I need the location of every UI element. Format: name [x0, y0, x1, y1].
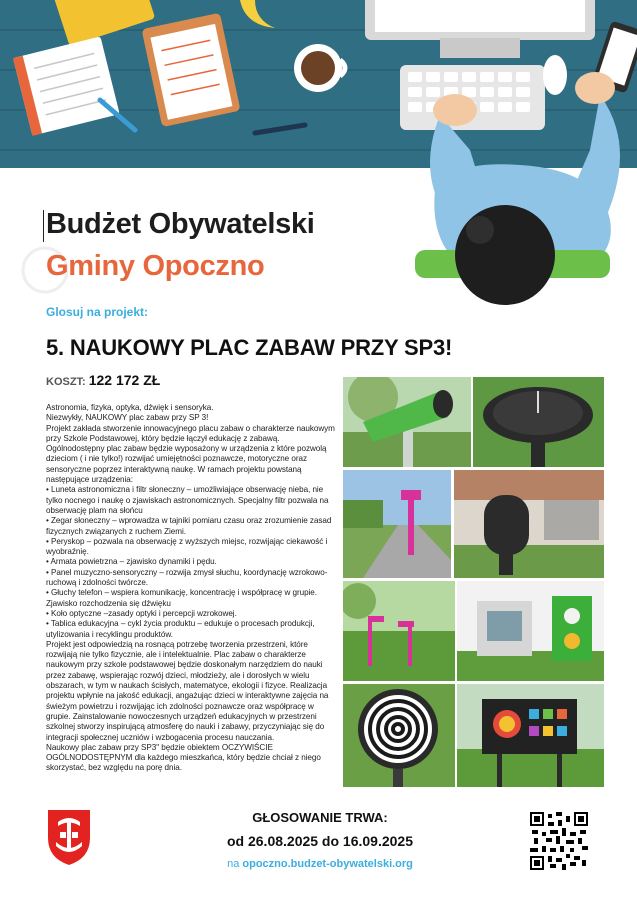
cost-value: 122 172 ZŁ — [88, 372, 161, 388]
photo-grid — [343, 377, 604, 787]
cost — [46, 372, 160, 388]
desc-paragraph: • Luneta astronomiczna i filtr słoneczny – umożliwiające obserwację nieba, nie tylko nocnego i naukę o zjawiskach astronomicznych. Specjalny filtr pozwala na obserwację plam na słońcu — [46, 485, 329, 515]
title-line2: Gminy Opoczno — [46, 250, 265, 282]
project-title: 5. NAUKOWY PLAC ZABAW PRZY SP3! — [46, 335, 453, 360]
cost-label: KOSZT: — [46, 376, 86, 388]
desc-paragraph: • Armata powietrzna – zjawisko dynamiki i pędu. — [46, 557, 217, 567]
desc-paragraph: Projekt zakłada stworzenie innowacyjnego placu zabaw o charakterze naukowym przy Szkole Podstawowej, który będzie łączył edukację z zabawą. Ogólnodostępny plac zabaw będzie wyposażony w urządzenia z które pozwolą dzieciom ( i nie tylko!) rozwijać umiejętności poznawcze, motoryczne oraz sensoryczne poprzez interaktywną naukę. W ramach projektu powstaną następujące urządzenia: — [46, 423, 335, 485]
desc-paragraph: • Głuchy telefon – wspiera komunikację, koncentrację i współpracę w grupie. Zjawisko rozchodzenia się dźwięku — [46, 588, 317, 608]
website-link[interactable]: opoczno.budzet-obywatelski.org — [242, 858, 413, 870]
desk-illustration — [0, 0, 637, 168]
voting-period-label: GŁOSOWANIE TRWA: — [252, 810, 388, 825]
voting-dates: od 26.08.2025 do 16.09.2025 — [226, 833, 413, 849]
header-illustration — [0, 0, 637, 168]
website-prefix: na — [227, 858, 240, 870]
desc-paragraph: Astronomia, fizyka, optyka, dźwięk i sensoryka. — [46, 403, 214, 412]
desc-paragraph: • Koło optyczne –zasady optyki i percepcji wzrokowej. — [46, 608, 237, 618]
photo-periscope — [343, 470, 451, 578]
photo-telescope — [343, 377, 471, 467]
vote-label: Glosuj na projekt: — [46, 305, 149, 319]
desc-paragraph: Naukowy plac zabaw przy SP3" będzie obiektem OCZYWIŚCIE OGÓLNODOSTĘPNYM dla każdego mieszkańca, który będzie chciał z niego skorzystać, bez względu na porę dnia. — [46, 742, 321, 773]
keyboard-icon — [400, 65, 545, 130]
project-description — [46, 403, 336, 774]
desc-paragraph: • Tablica edukacyjna – cykl życia produktu – edukuje o procesach produkcji, utylizowania i recyklingu produktów. — [46, 619, 315, 639]
photo-sensory-panel — [343, 581, 455, 681]
title-line1: Budżet Obywatelski — [46, 208, 315, 240]
desc-paragraph: • Zegar słoneczny – wprowadza w tajniki pomiaru czasu oraz zrozumienie zasad fizycznych związanych z ruchem Ziemi. — [46, 516, 332, 536]
mouse-icon — [543, 55, 567, 95]
website-line — [205, 858, 435, 870]
photo-sundial — [473, 377, 604, 467]
photo-education-board — [457, 684, 604, 787]
desc-paragraph: • Peryskop – pozwala na obserwację z wyższych miejsc, rozwijając ciekawość i wyobraźnię. — [46, 536, 328, 557]
opoczno-crest-icon — [46, 808, 92, 866]
photo-optical-wheel — [343, 684, 455, 787]
desc-paragraph: Projekt jest odpowiedzią na rosnącą potrzebę tworzenia przestrzeni, które rozwijają nie tylko fizycznie, ale i intelektualnie. Plac zabaw o charakterze naukowym przy szkole podstawowej będzie doskonałym narzędziem do nauki przez zabawę, wspierając rozwój dzieci, młodzieży, ale i dorosłych w wielu obszarach, w tym w naukach ścisłych, matematyce, ekologii i fizyce. Realizacja projektu wpłynie na jakość edukacji, angażując dzieci w interaktywne zajęcia na świeżym powietrzu i rozwijając ich zdolności poznawcze oraz współpracę w grupie. Zainstalowanie nowoczesnych urządzeń edukacyjnych w przestrzeni szkolnej stworzy inspirującą atmosferę do nauki i zabawy, przyczyniając się do integracji społecznej uczniów i wzbogacenia procesu nauczania. — [46, 639, 329, 742]
desc-paragraph: • Panel muzyczno-sensoryczny – rozwija zmysł słuchu, koordynację wzrokowo-ruchową i zdolności twórcze. — [46, 567, 328, 588]
photo-air-cannon — [454, 470, 604, 578]
desc-paragraph: Niezwykły, NAUKOWY plac zabaw przy SP 3! — [46, 413, 209, 423]
qr-code-icon[interactable] — [530, 812, 588, 870]
photo-music-panel — [457, 581, 604, 681]
